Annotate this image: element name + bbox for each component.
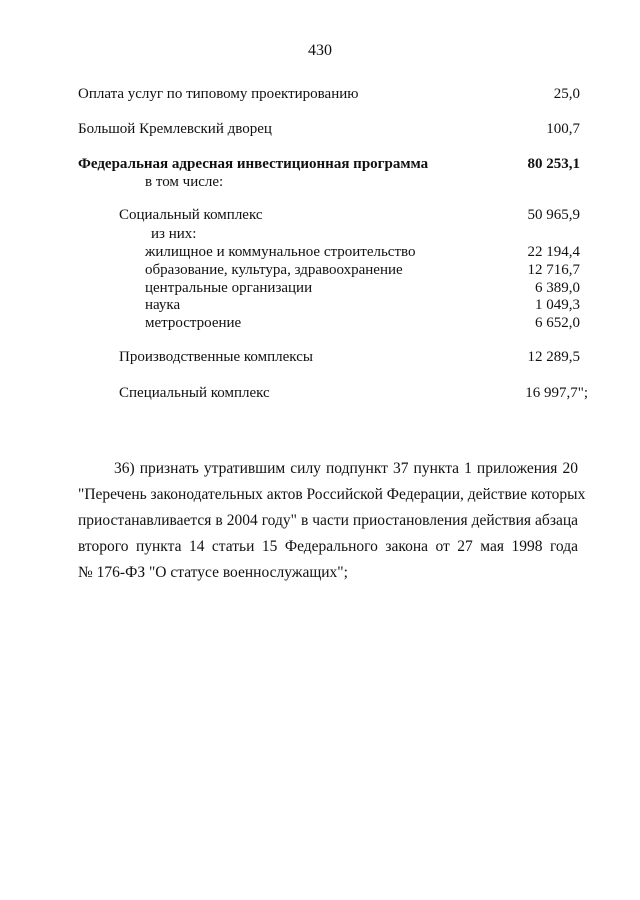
paragraph-line: "Перечень законодательных актов Российской Федерации, действие которых (78, 486, 586, 503)
row-label: в том числе: (145, 174, 224, 190)
row-value: 1 049,3 (535, 297, 580, 313)
paragraph-line: второго пункта 14 статьи 15 Федерального закона от 27 мая 1998 года (78, 538, 578, 555)
row-value: 80 253,1 (527, 156, 580, 172)
row-value: 50 965,9 (527, 207, 580, 223)
row-label: Производственные комплексы (119, 349, 313, 365)
amendment-paragraph (78, 456, 586, 586)
row-label: Специальный комплекс (119, 385, 270, 401)
paragraph-line: № 176-ФЗ "О статусе военнослужащих"; (78, 564, 348, 581)
page-number: 430 (308, 42, 332, 59)
row-label: центральные организации (145, 280, 313, 296)
paragraph-line: приостанавливается в 2004 году" в части приостановления действия абзаца (78, 512, 578, 529)
row-label: образование, культура, здравоохранение (145, 262, 403, 278)
row-value: 25,0 (553, 86, 580, 102)
row-value: 100,7 (546, 121, 580, 137)
row-value: 16 997,7"; (525, 385, 588, 401)
row-label: наука (145, 297, 181, 313)
row-value: 6 652,0 (535, 315, 580, 331)
row-label: Социальный комплекс (119, 207, 263, 223)
row-value: 6 389,0 (535, 280, 580, 296)
row-label: метростроение (145, 315, 242, 331)
row-label: Федеральная адресная инвестиционная программа (78, 156, 429, 172)
row-label: из них: (151, 226, 197, 242)
row-label: Оплата услуг по типовому проектированию (78, 86, 359, 102)
row-value: 12 716,7 (527, 262, 580, 278)
row-value: 12 289,5 (527, 349, 580, 365)
row-label: жилищное и коммунальное строительство (145, 244, 416, 260)
row-label: Большой Кремлевский дворец (78, 121, 272, 137)
row-value: 22 194,4 (527, 244, 580, 260)
paragraph-line: 36) признать утратившим силу подпункт 37 пункта 1 приложения 20 (114, 460, 578, 477)
